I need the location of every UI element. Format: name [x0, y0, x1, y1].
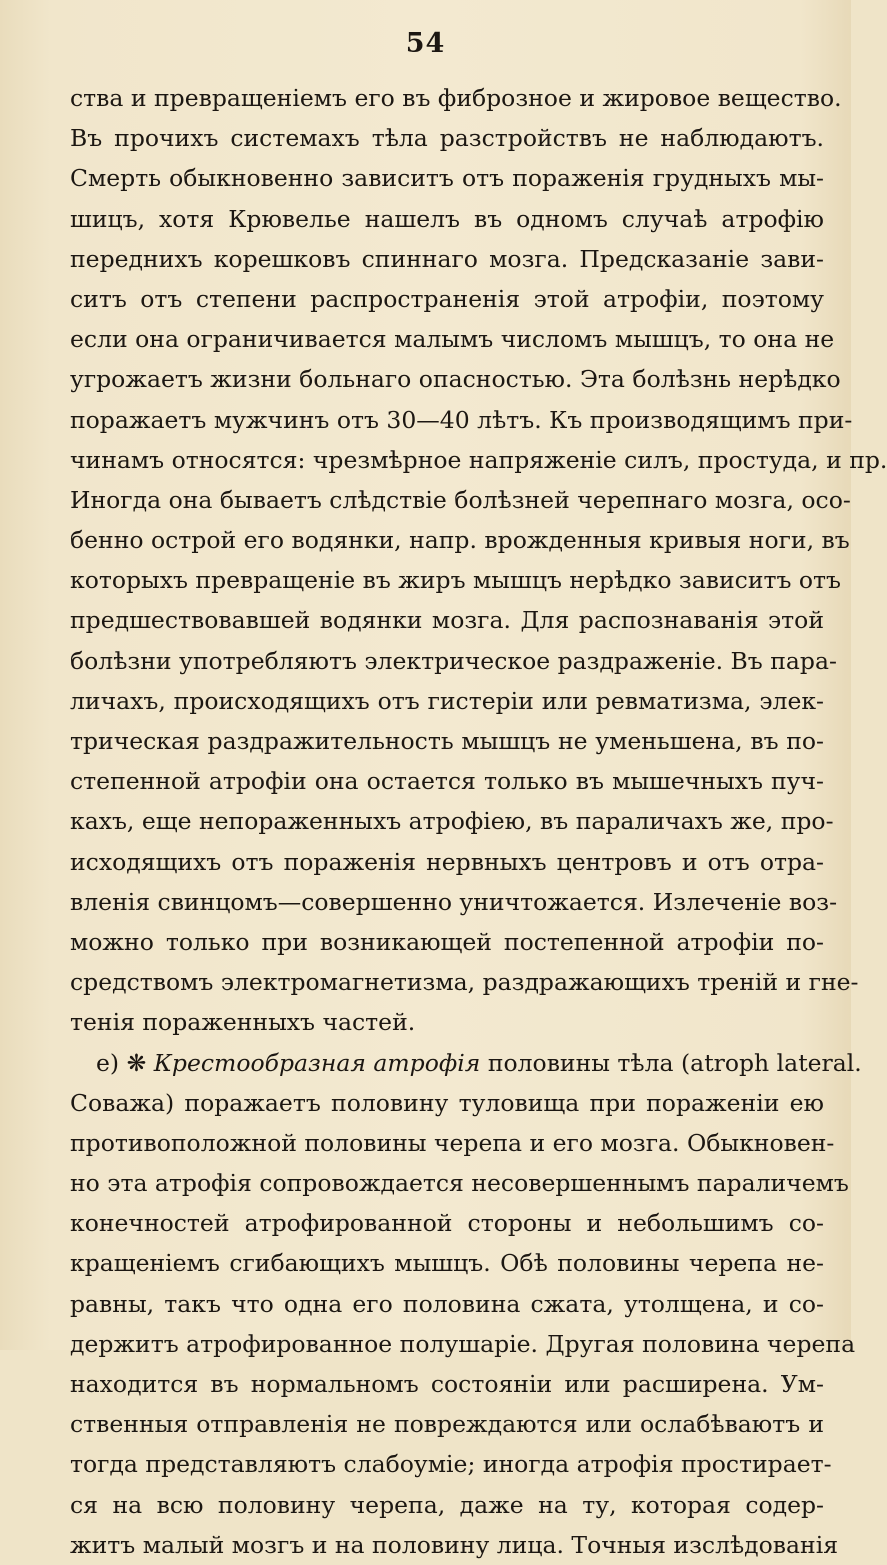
section-term: Крестообразная атрофiя: [153, 1048, 481, 1077]
text-line: предшествовавшей водянки мозга. Для распознаванiя этой: [70, 606, 824, 635]
text-line: болѣзни употребляютъ электрическое раздраженiе. Въ пара-: [70, 646, 837, 675]
text-line: угрожаетъ жизни больнаго опасностью. Эта болѣзнь нерѣдко: [70, 365, 841, 394]
text-line: чинамъ относятся: чрезмѣрное напряженiе силъ, простуда, и пр.: [70, 445, 887, 474]
section-marker: е): [96, 1048, 120, 1077]
body-text: [70, 78, 887, 1565]
text-line: Смерть обыкновенно зависитъ отъ пораженiя грудныхъ мы-: [70, 164, 824, 193]
text-line: трическая раздражительность мышцъ не уменьшена, въ по-: [70, 727, 824, 755]
text-line: ся на всю половину черепа, даже на ту, которая содер-: [70, 1490, 824, 1519]
text-line: бенно острой его водянки, напр. врожденныя кривыя ноги, въ: [70, 526, 850, 555]
text-line: кахъ, еще непораженныхъ атрофiею, въ параличахъ же, про-: [70, 807, 834, 836]
text-line: шицъ, хотя Крювелье нашелъ въ одномъ случаѣ атрофiю: [70, 204, 824, 233]
section-first-line-rest: половины тѣла (atroph lateral.: [487, 1048, 862, 1077]
text-line: тенiя пораженныхъ частей.: [70, 1008, 416, 1037]
text-line: личахъ, происходящихъ отъ гистерiи или ревматизма, элек-: [70, 686, 824, 715]
text-line: но эта атрофiя сопровождается несовершеннымъ параличемъ: [70, 1169, 849, 1198]
text-line: вленiя свинцомъ—совершенно уничтожается. Излеченiе воз-: [70, 887, 838, 916]
text-line: находится въ нормальномъ состоянiи или расширена. Ум-: [70, 1370, 824, 1398]
text-line: переднихъ корешковъ спиннаго мозга. Предсказанiе зави-: [70, 244, 824, 273]
text-line: Совaжа) поражаетъ половину туловища при пораженiи ею: [70, 1088, 824, 1117]
text-line: держитъ атрофированное полушарiе. Другая половина черепа: [70, 1329, 856, 1358]
text-line: Въ прочихъ системахъ тѣла разстройствъ не наблюдаютъ.: [70, 124, 824, 153]
text-line: тогда представляютъ слабоумiе; иногда атрофiя простирает-: [70, 1450, 832, 1479]
text-line: можно только при возникающей постепенной атрофiи по-: [70, 927, 824, 956]
text-line: ственныя отправленiя не повреждаются или ослабѣваютъ и: [70, 1410, 824, 1439]
text-line: степенной атрофiи она остается только въ мышечныхъ пуч-: [70, 767, 824, 796]
asterisk-ornament-icon: ❋: [126, 1048, 147, 1077]
text-line: Иногда она бываетъ слѣдствiе болѣзней черепнаго мозга, осо-: [70, 485, 851, 514]
text-line: если она ограничивается малымъ числомъ мышцъ, то она не: [70, 325, 835, 354]
text-line: конечностей атрофированной стороны и небольшимъ со-: [70, 1209, 824, 1238]
text-line: средствомъ электромагнетизма, раздражающихъ тренiй и гне-: [70, 968, 859, 997]
section-e-heading-line: [70, 1043, 862, 1083]
text-line: ситъ отъ степени распространенiя этой атрофiи, поэтому: [70, 284, 824, 313]
text-line: противоположной половины черепа и его мозга. Обыкновен-: [70, 1128, 835, 1157]
text-line: кращенiемъ сгибающихъ мышцъ. Обѣ половины черепа не-: [70, 1249, 824, 1278]
text-line: ства и превращенiемъ его въ фиброзное и жировое вещество.: [70, 84, 842, 112]
text-line: равны, такъ что одна его половина сжата, утолщена, и со-: [70, 1289, 824, 1318]
text-line: житъ малый мозгъ и на половину лица. Точныя изслѣдованiя: [70, 1530, 839, 1559]
page-number: 54: [405, 28, 446, 59]
text-line: которыхъ превращенiе въ жиръ мышцъ нерѣдко зависитъ отъ: [70, 566, 842, 595]
text-line: поражаетъ мужчинъ отъ 30—40 лѣтъ. Къ производящимъ при-: [70, 405, 853, 434]
text-line: исходящихъ отъ пораженiя нервныхъ центровъ и отъ отра-: [70, 847, 824, 876]
